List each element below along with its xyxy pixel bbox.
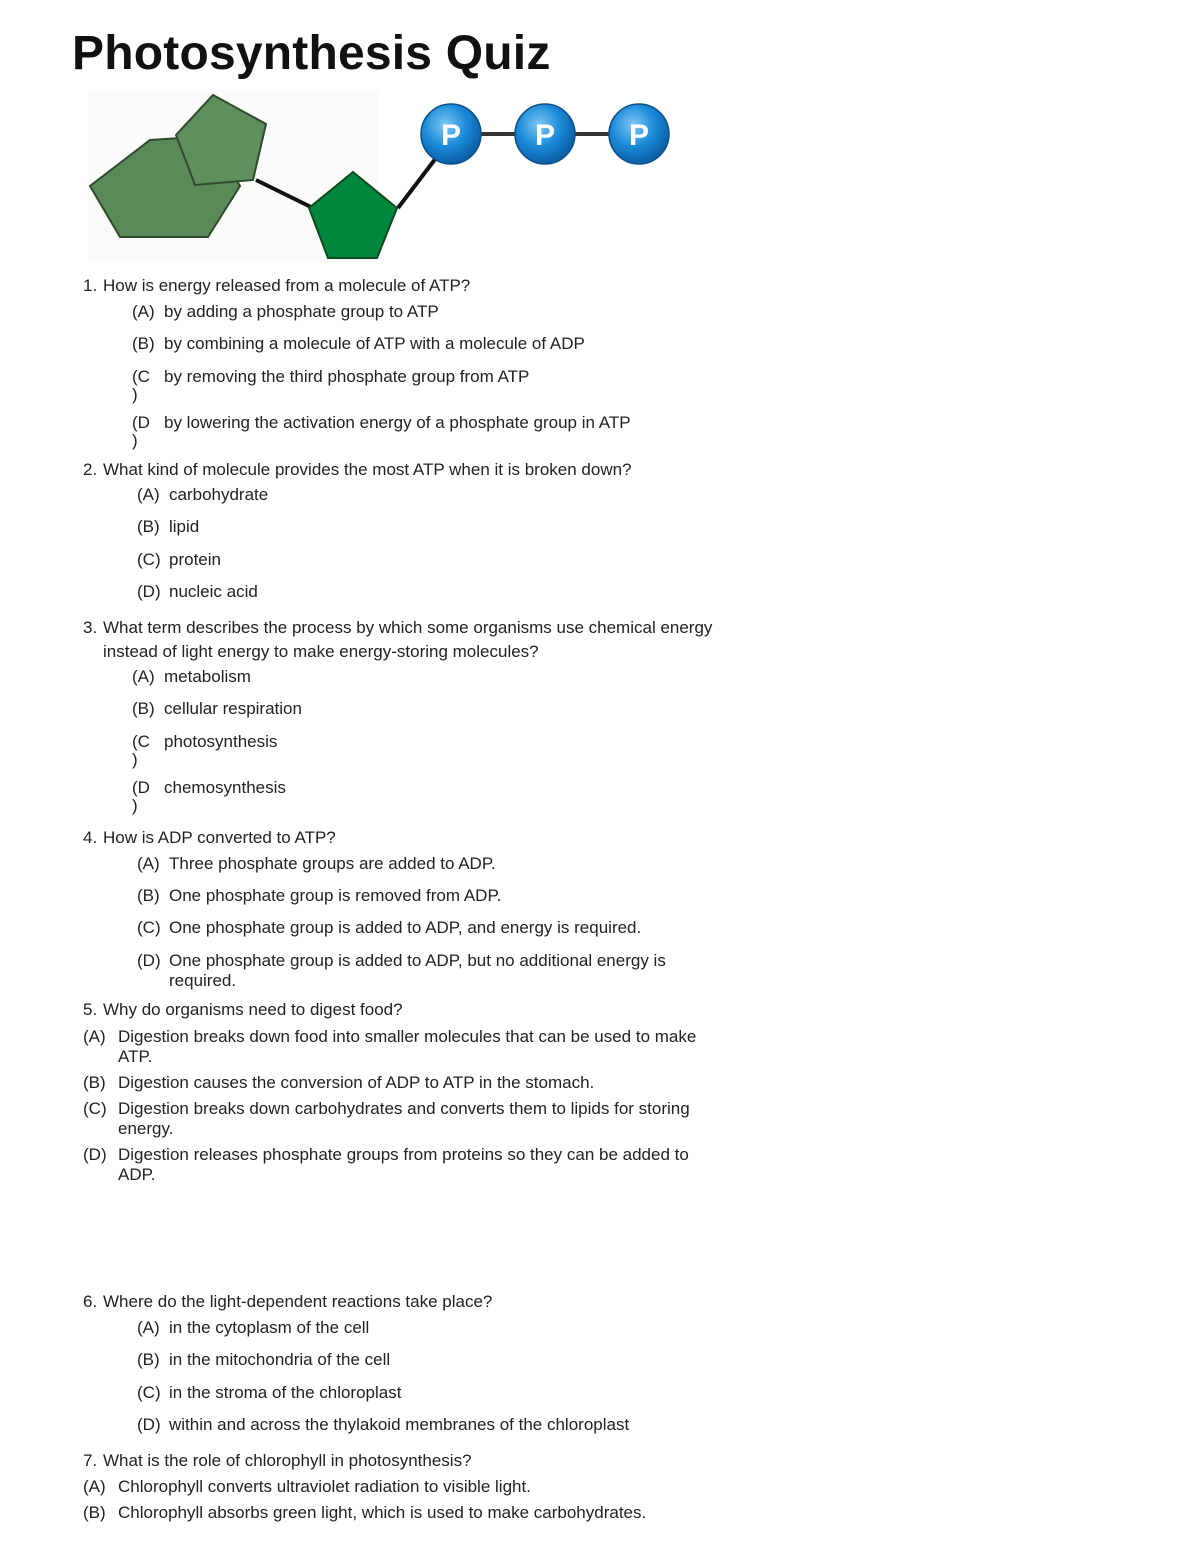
phosphate-label: P: [440, 119, 462, 152]
question-5: 5. Why do organisms need to digest food?: [83, 1000, 403, 1019]
question-2: 2. What kind of molecule provides the most ATP when it is broken down?: [83, 460, 632, 479]
question-6: 6. Where do the light-dependent reactions take place?: [83, 1292, 493, 1311]
question-text: What is the role of chlorophyll in photosynthesis?: [103, 1451, 472, 1470]
question-1: 1. How is energy released from a molecule of ATP?: [83, 276, 471, 295]
phosphate-label: P: [534, 119, 556, 152]
question-text: What kind of molecule provides the most ATP when it is broken down?: [103, 460, 632, 479]
phosphate-label: P: [628, 119, 650, 152]
page-title: Photosynthesis Quiz: [72, 27, 551, 80]
phosphate-group-icon: [609, 104, 669, 164]
question-text: What term describes the process by which some organisms use chemical energy: [103, 618, 713, 637]
question-7: 7. What is the role of chlorophyll in photosynthesis?: [83, 1451, 472, 1470]
question-3: 3. What term describes the process by which some organisms use chemical energy: [83, 618, 713, 637]
question-text: How is ADP converted to ATP?: [103, 828, 336, 847]
question-text: How is energy released from a molecule of ATP?: [103, 276, 471, 295]
question-text: Why do organisms need to digest food?: [103, 1000, 403, 1019]
question-text: Where do the light-dependent reactions take place?: [103, 1292, 493, 1311]
question-4: 4. How is ADP converted to ATP?: [83, 828, 336, 847]
phosphate-group-icon: [421, 104, 481, 164]
atp-molecule-figure: [88, 90, 670, 262]
phosphate-group-icon: [515, 104, 575, 164]
question-text-continued: instead of light energy to make energy-storing molecules?: [103, 642, 539, 661]
